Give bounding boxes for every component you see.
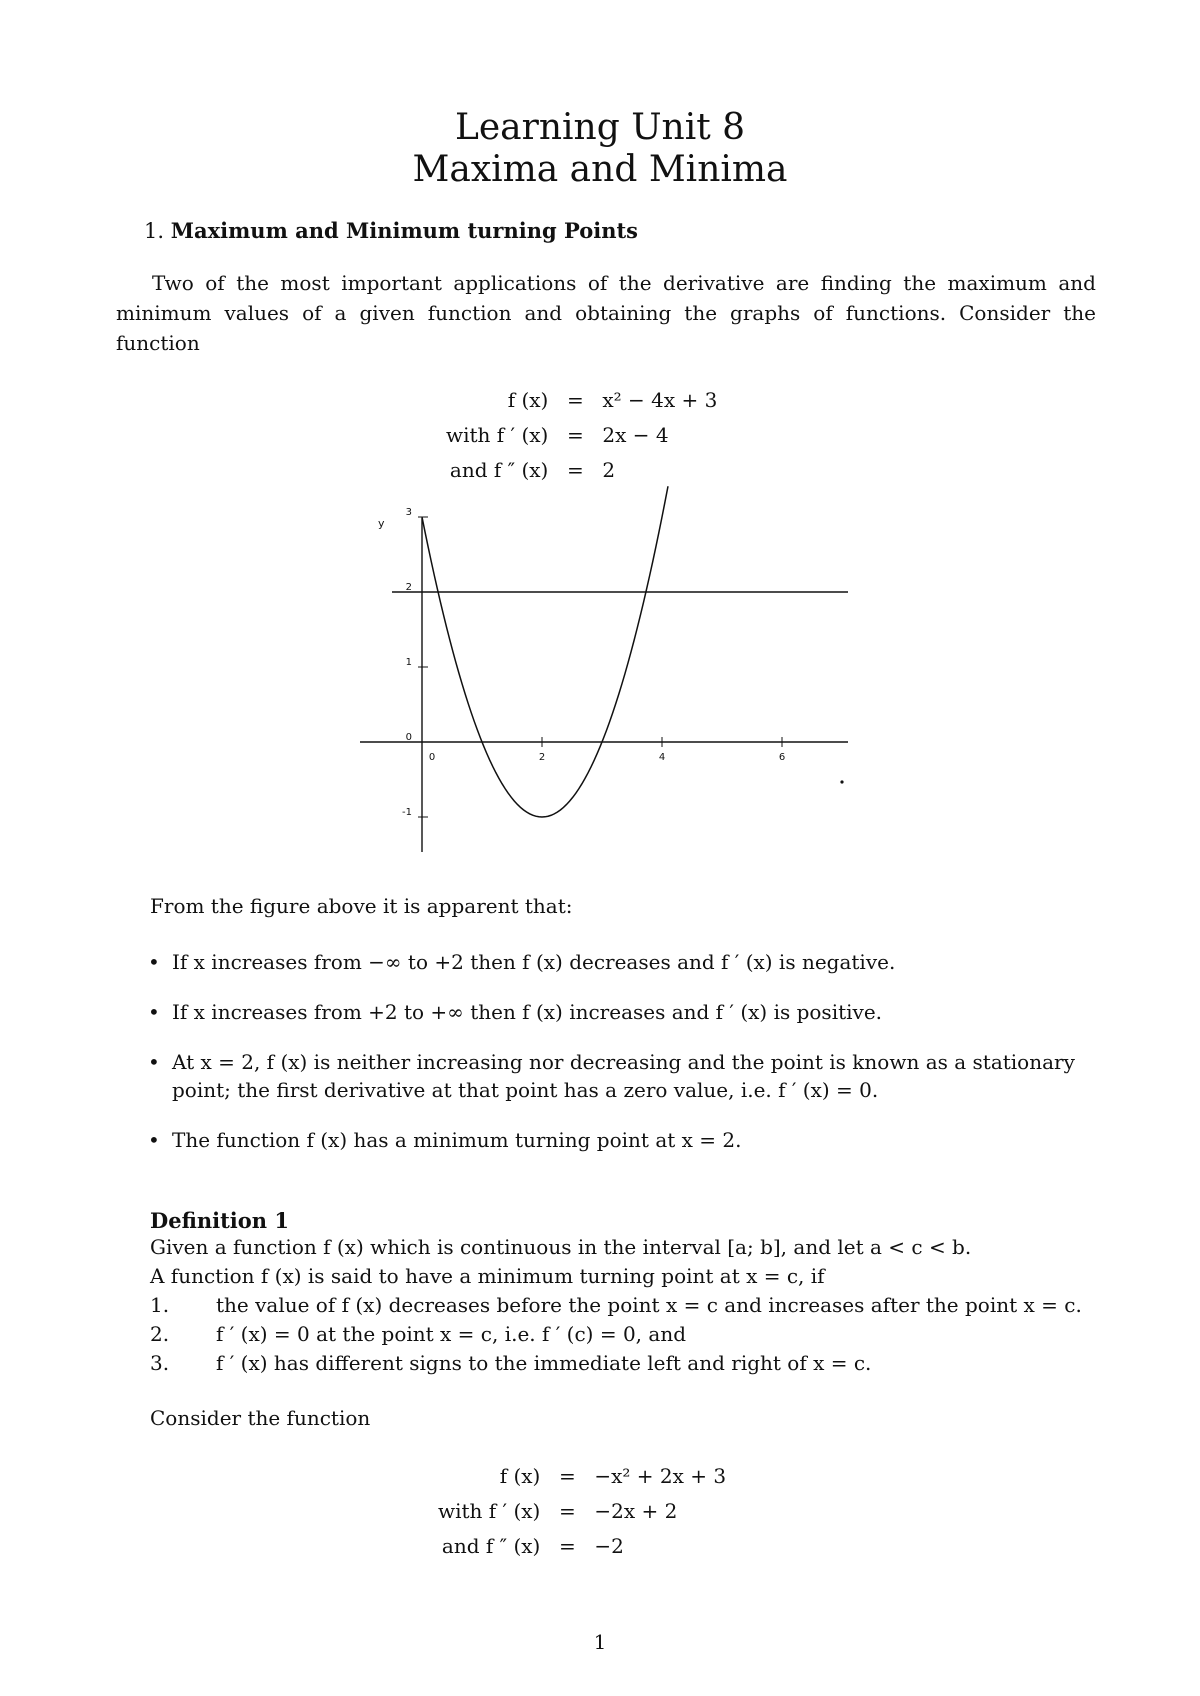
title-line-1: Learning Unit 8 — [454, 107, 746, 148]
definition-line: Given a function f (x) which is continuous in the interval [a; b], and let a < c < b. — [150, 1235, 972, 1259]
x-tick-label: 2 — [538, 752, 546, 763]
equation-lhs: and f ″ (x) — [449, 457, 549, 482]
y-tick-label: 3 — [405, 507, 412, 518]
equals-sign: = — [558, 1498, 576, 1523]
condition-text: f ′ (x) has different signs to the immediate left and right of x = c. — [216, 1351, 872, 1375]
section-number: 1. — [144, 219, 165, 243]
equation-lhs: and f ″ (x) — [441, 1533, 541, 1558]
equation-lhs: with f ′ (x) — [438, 1498, 541, 1523]
equation-row — [432, 1458, 732, 1493]
equation-lhs: f (x) — [499, 1463, 541, 1488]
equation-row — [432, 1528, 732, 1563]
intro-paragraph: Two of the most important applications of the derivative are finding the maximum and minimum values of a given function and obtaining the graphs of functions. Consider the function — [116, 271, 1096, 355]
y-axis-label: y — [378, 517, 385, 530]
parabola-curve — [422, 486, 668, 817]
equation-block-2 — [432, 1458, 732, 1563]
section-title: Maximum and Minimum turning Points — [170, 218, 639, 243]
equation-rhs: −2x + 2 — [594, 1498, 678, 1523]
equals-sign: = — [566, 422, 584, 447]
list-item: • At x = 2, f (x) is neither increasing nor decreasing and the point is known as a stationary point; the first derivative at that point has a zero value, i.e. f ′ (x) = 0. — [148, 1048, 1098, 1104]
observation-text: From the figure above it is apparent that: — [150, 894, 573, 918]
page-number: 1 — [593, 1630, 607, 1654]
equals-sign: = — [558, 1463, 576, 1488]
consider-text: Consider the function — [150, 1406, 371, 1430]
equals-sign: = — [566, 387, 584, 412]
stray-mark — [840, 780, 843, 783]
condition-number: 1. — [150, 1293, 170, 1317]
equals-sign: = — [558, 1533, 576, 1558]
equation-rhs: 2x − 4 — [602, 422, 669, 447]
x-tick-label: 0 — [428, 752, 436, 763]
definition-line: A function f (x) is said to have a minimum turning point at x = c, if — [150, 1264, 825, 1288]
y-tick-label: 1 — [405, 657, 412, 668]
definition-heading: Definition 1 — [150, 1208, 289, 1233]
equation-rhs: −x² + 2x + 3 — [594, 1463, 727, 1488]
title-line-2: Maxima and Minima — [412, 149, 788, 190]
equation-rhs: −2 — [594, 1533, 624, 1558]
condition-number: 3. — [150, 1351, 170, 1375]
condition-text: the value of f (x) decreases before the point x = c and increases after the point x = c. — [216, 1293, 1082, 1317]
equation-rhs: x² − 4x + 3 — [602, 387, 718, 412]
definition-condition — [150, 1349, 1100, 1378]
x-tick-label: 6 — [778, 752, 786, 763]
y-tick-label: -1 — [402, 807, 412, 818]
list-item: • The function f (x) has a minimum turning point at x = 2. — [148, 1126, 1098, 1154]
observation-list — [148, 948, 1098, 1176]
y-tick-label: 0 — [405, 732, 412, 743]
equation-lhs: with f ′ (x) — [446, 422, 549, 447]
equals-sign: = — [566, 457, 584, 482]
condition-text: f ′ (x) = 0 at the point x = c, i.e. f ′ (c) = 0, and — [216, 1322, 686, 1346]
definition-condition — [150, 1320, 1100, 1349]
equation-row — [432, 1493, 732, 1528]
x-tick-label: 4 — [658, 752, 666, 763]
equation-rhs: 2 — [602, 457, 616, 482]
definition-condition — [150, 1291, 1100, 1320]
equation-lhs: f (x) — [507, 387, 549, 412]
condition-number: 2. — [150, 1322, 170, 1346]
list-item: • If x increases from +2 to +∞ then f (x) increases and f ′ (x) is positive. — [148, 998, 1098, 1026]
y-tick-label: 2 — [405, 582, 412, 593]
definition-block — [150, 1208, 1100, 1378]
list-item: • If x increases from −∞ to +2 then f (x) decreases and f ′ (x) is negative. — [148, 948, 1098, 976]
